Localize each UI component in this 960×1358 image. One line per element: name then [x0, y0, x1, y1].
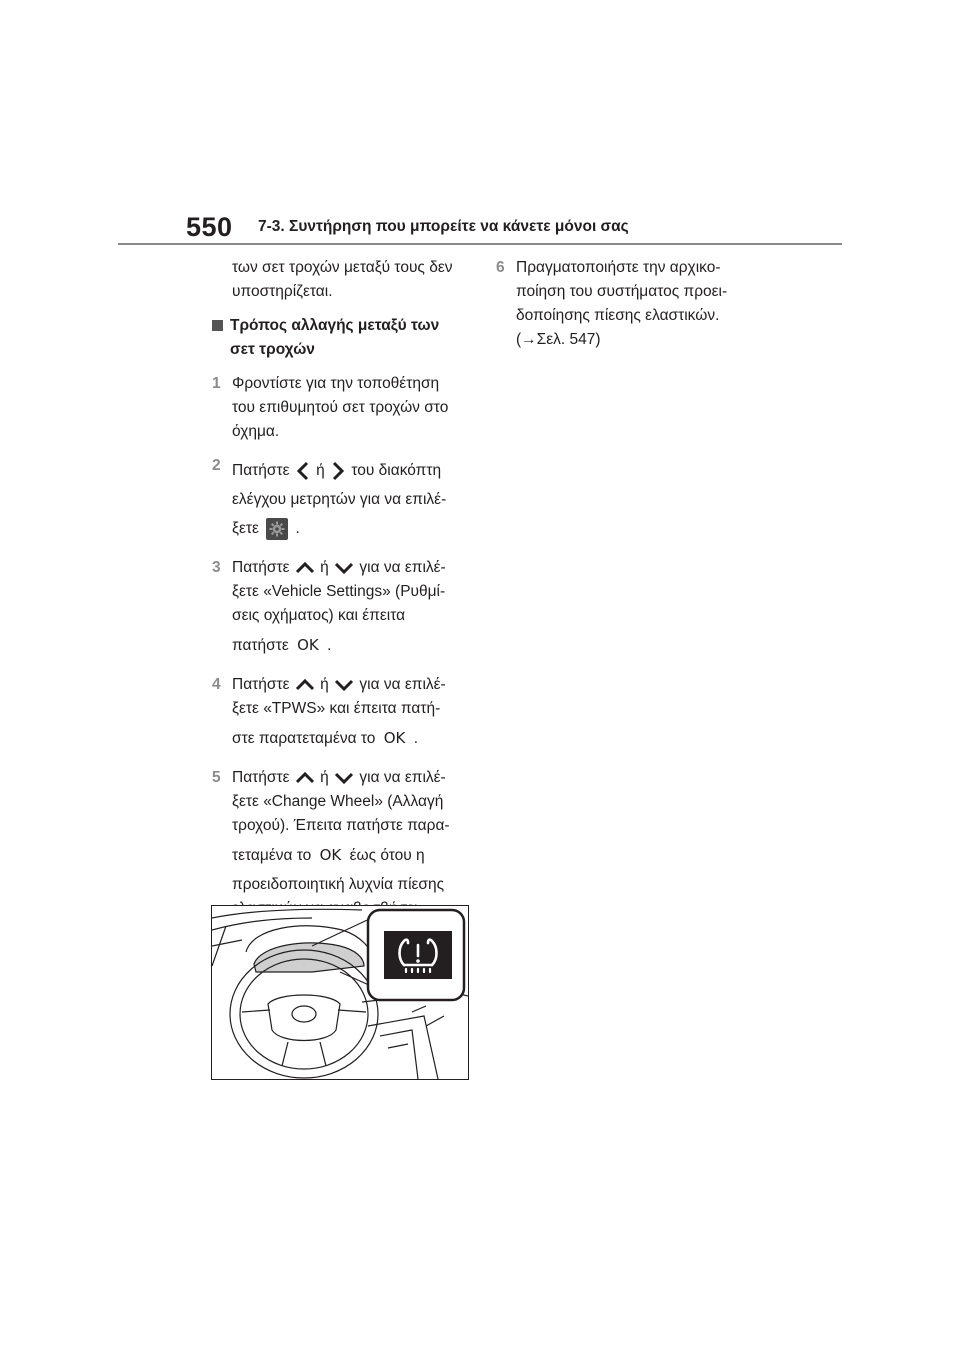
step-text: ή [320, 676, 329, 693]
heading-line: Τρόπος αλλαγής μεταξύ των [230, 317, 440, 334]
step-text: στε παρατεταμένα το [232, 730, 376, 747]
heading-line: σετ τροχών [230, 341, 315, 358]
left-column [212, 256, 474, 945]
chevron-up-icon [294, 677, 316, 693]
step-text: ελέγχου μετρητών για να επιλέ- [232, 491, 447, 508]
step-text-line [232, 721, 474, 756]
header-rule [118, 243, 842, 245]
square-bullet-icon [212, 320, 223, 331]
step-text: για να επιλέ- [359, 769, 446, 786]
step-text: Πατήστε [232, 769, 290, 786]
step-text: πατήστε [232, 637, 289, 654]
step-number: 4 [212, 676, 221, 693]
step-text: ή [320, 769, 329, 786]
ok-key-label: OK [319, 846, 342, 864]
gear-icon [266, 518, 288, 540]
section-title: 7-3. Συντήρηση που μπορείτε να κάνετε μόνοι σας [258, 218, 629, 235]
step-text: . [327, 637, 332, 654]
step-text: ξετε «TPWS» και έπειτα πατή- [232, 700, 441, 717]
page-number: 550 [186, 212, 233, 242]
step-text-line [232, 766, 474, 790]
step-number: 1 [212, 375, 221, 392]
step-text: τεταμένα το [232, 847, 312, 864]
right-column [496, 256, 766, 352]
step-text: του διακόπτη [351, 462, 442, 479]
intro-paragraph [212, 256, 474, 304]
step-text: Πατήστε [232, 676, 290, 693]
chevron-down-icon [333, 560, 355, 576]
step-text-line [232, 556, 474, 580]
step-text-line [232, 628, 474, 663]
step-text: ή [320, 559, 329, 576]
chevron-down-icon [333, 677, 355, 693]
subsection-heading [212, 314, 474, 362]
chevron-right-icon [329, 460, 347, 482]
step-text: ή [316, 462, 325, 479]
tpms-warning-display [384, 931, 452, 979]
step-text: Πατήστε [232, 559, 290, 576]
step-1 [212, 372, 474, 444]
step-text-line [232, 838, 474, 873]
intro-line: υποστηρίζεται. [232, 283, 333, 300]
step-text: για να επιλέ- [359, 559, 446, 576]
ok-key-label: OK [383, 729, 406, 747]
page-reference: (→Σελ. 547) [516, 331, 601, 348]
chevron-down-icon [333, 770, 355, 786]
step-text: . [413, 730, 418, 747]
step-text: Φροντίστε για την τοποθέτηση [232, 375, 440, 392]
step-3 [212, 556, 474, 663]
step-text: ποίηση του συστήματος προει- [516, 283, 728, 300]
step-text: προειδοποιητική λυχνία πίεσης [232, 876, 445, 893]
step-text-line [232, 454, 474, 488]
step-6 [496, 256, 766, 352]
step-text: . [295, 520, 300, 537]
step-text: ξετε «Change Wheel» (Αλλαγή [232, 793, 444, 810]
step-text: έως ότου η [349, 847, 425, 864]
step-2 [212, 454, 474, 546]
chevron-up-icon [294, 560, 316, 576]
step-text: για να επιλέ- [359, 676, 446, 693]
step-number: 3 [212, 559, 221, 576]
intro-line: των σετ τροχών μεταξύ τους δεν [232, 259, 453, 276]
step-text-line [232, 512, 474, 546]
step-text: τροχού). Έπειτα πατήστε παρα- [232, 817, 450, 834]
step-number: 6 [496, 259, 505, 276]
step-4 [212, 673, 474, 756]
step-text: δοποίησης πίεσης ελαστικών. [516, 307, 720, 324]
ok-key-label: OK [297, 636, 319, 654]
step-text-line [232, 673, 474, 697]
chevron-up-icon [294, 770, 316, 786]
step-text: όχημα. [232, 423, 280, 440]
step-text: ξετε «Vehicle Settings» (Ρυθμί- [232, 583, 446, 600]
dashboard-illustration [211, 905, 469, 1080]
step-text: Πατήστε [232, 462, 290, 479]
step-text: Πραγματοποιήστε την αρχικο- [516, 259, 721, 276]
step-text: ξετε [232, 520, 259, 537]
step-number: 5 [212, 769, 221, 786]
chevron-left-icon [294, 460, 312, 482]
step-text: του επιθυμητού σετ τροχών στο [232, 399, 449, 416]
step-text: σεις οχήματος) και έπειτα [232, 607, 406, 624]
step-number: 2 [212, 457, 221, 474]
tire-pressure-warning-icon [392, 935, 444, 975]
